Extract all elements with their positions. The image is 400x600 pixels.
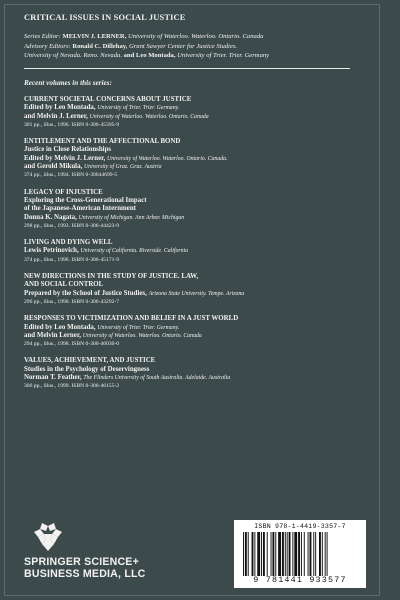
book-title: VALUES, ACHIEVEMENT, AND JUSTICE	[24, 357, 156, 365]
barcode-bar	[261, 532, 262, 576]
barcode-bar	[322, 532, 323, 576]
book-entry	[24, 357, 374, 390]
advisory-affil-1: Grant Sawyer Center for Justice Studies.	[128, 43, 238, 50]
book-editor-2: and Melvin J. Lerner, University of Waterloo. Waterloo. Ontario. Canada	[24, 112, 209, 120]
book-editor: Norman T. Feather, The Flinders University of South Australia. Adelaide. Australia	[24, 374, 231, 382]
book-meta: 374 pp., illus., 1996. ISBN 0-306-45171-9	[24, 256, 120, 263]
barcode-bar	[243, 532, 244, 576]
barcode-bar	[298, 532, 300, 576]
advisory-editor-line	[24, 42, 374, 51]
barcode-bar	[308, 532, 309, 576]
publisher-name	[24, 556, 146, 580]
barcode-bar	[315, 532, 316, 576]
book-editor: Donna K. Nagata, University of Michigan. Ann Arbor. Michigan	[24, 213, 185, 221]
barcode-bar	[252, 532, 254, 576]
barcode-bar	[310, 532, 312, 576]
book-editor-2: and Melvin Lerner, University of Waterloo. Waterloo. Ontario. Canada	[24, 331, 202, 339]
barcode-bars	[241, 532, 359, 576]
barcode-bar	[257, 532, 260, 576]
barcode-bar	[327, 532, 328, 576]
publisher-line-2: BUSINESS MEDIA, LLC	[24, 568, 146, 580]
book-meta: 294 pp., illus., 1998. ISBN 0-306-46030-0	[24, 341, 120, 348]
series-editor-affil: University of Waterloo. Waterloo. Ontario. Canada	[128, 33, 264, 40]
isbn-label: ISBN 978-1-4419-3357-7	[254, 523, 346, 530]
book-title: LIVING AND DYING WELL	[24, 239, 113, 247]
series-title: CRITICAL ISSUES IN SOCIAL JUSTICE	[24, 13, 186, 22]
barcode-bar	[254, 532, 255, 576]
barcode-bar	[245, 532, 247, 576]
book-editor: Prepared by the School of Justice Studies, Arizona State University. Tempe. Arizona	[24, 289, 245, 297]
barcode-bar	[272, 532, 274, 576]
advisory-name-2: Leo Montada,	[135, 52, 176, 59]
book-entry	[24, 189, 374, 230]
series-editors	[24, 32, 374, 60]
book-meta: 301 pp., illus., 1996. ISBN 0-306-45395-9	[24, 121, 120, 128]
barcode-bar	[263, 532, 265, 576]
barcode-bar	[289, 532, 291, 576]
book-meta: 298 pp., illus., 1993. ISBN 0-306-44423-9	[24, 222, 120, 229]
barcode-bar	[287, 532, 288, 576]
barcode-bar	[285, 532, 286, 576]
book-entry	[24, 273, 374, 306]
advisory-editor-line-2	[24, 51, 374, 60]
advisory-and: and	[123, 52, 135, 59]
barcode-bar	[271, 532, 272, 576]
advisory-name-1: Ronald C. Dillehay,	[72, 43, 128, 50]
barcode-bar	[325, 532, 326, 576]
barcode-bar	[267, 532, 268, 576]
book-entry	[24, 315, 374, 348]
book-title: LEGACY OF INJUSTICE	[24, 188, 103, 196]
barcode-bar	[248, 532, 249, 576]
book-editor: Edited by Leo Montada, University of Trier. Trier. Germany.	[24, 323, 180, 331]
book-entry	[24, 96, 374, 129]
book-title: CURRENT SOCIETAL CONCERNS ABOUT JUSTICE	[24, 96, 192, 103]
book-editor: Edited by Leo Montada, University of Trier. Trier. Germany.	[24, 104, 180, 112]
barcode-bar	[294, 532, 297, 576]
book-entry	[24, 239, 374, 264]
barcode-digits: 9 781441 933577	[253, 575, 347, 585]
barcode-bar	[275, 532, 276, 576]
book-title-2: AND SOCIAL CONTROL	[24, 281, 104, 289]
book-subtitle: Exploring the Cross-Generational Impact	[24, 196, 147, 204]
barcode-bar	[278, 532, 281, 576]
book-entry	[24, 138, 374, 179]
book-subtitle-2: of the Japanese-American Internment	[24, 205, 136, 213]
book-meta: 306 pp., illus., 1999. ISBN 0-306-46155-2	[24, 383, 120, 390]
book-title: NEW DIRECTIONS IN THE STUDY OF JUSTICE. LAW,	[24, 273, 199, 281]
book-subtitle: Studies in the Psychology of Deservingness	[24, 365, 150, 373]
book-editor: Edited by Melvin J. Lerner, University of Waterloo. Waterloo. Ontario. Canada.	[24, 154, 228, 162]
isbn-barcode	[234, 520, 366, 588]
book-meta: 374 pp., illus., 1994. ISBN 0-30644699-5	[24, 172, 118, 179]
book-title: ENTITLEMENT AND THE AFFECTIONAL BOND	[24, 138, 181, 146]
book-meta: 296 pp., illus., 1990. ISBN 0-306-43292-7	[24, 298, 120, 305]
barcode-bar	[304, 532, 305, 576]
book-subtitle: Justice in Close Relationships	[24, 146, 112, 154]
springer-chess-knight-logo-icon	[28, 520, 68, 556]
series-editor-label: Series Editor:	[24, 33, 61, 40]
barcode-bar	[282, 532, 284, 576]
barcode-bar	[301, 532, 302, 576]
barcode-bar	[313, 532, 314, 576]
barcode-bar	[319, 532, 321, 576]
advisory-label: Advisory Editors:	[24, 43, 71, 50]
book-editor-2: and Gerold Mikula, University of Graz. Graz. Austria	[24, 163, 162, 171]
series-editor-name: MELVIN J. LERNER,	[62, 33, 127, 40]
back-cover-content	[24, 8, 374, 391]
barcode-bar	[292, 532, 293, 576]
divider-rule	[24, 68, 350, 69]
advisory-affil-1b: University of Nevada. Reno. Nevada.	[24, 52, 122, 59]
book-editor: Lewis Petrinovich, University of California. Riverside. California	[24, 247, 189, 255]
book-title: RESPONSES TO VICTIMIZATION AND BELIEF IN A JUST WORLD	[24, 315, 239, 323]
recent-volumes-heading: Recent volumes in this series:	[24, 79, 112, 87]
publisher-line-1: SPRINGER SCIENCE+	[24, 556, 139, 568]
advisory-affil-2: University of Trier. Trier. Germany	[177, 52, 270, 59]
series-editor-line	[24, 32, 374, 41]
